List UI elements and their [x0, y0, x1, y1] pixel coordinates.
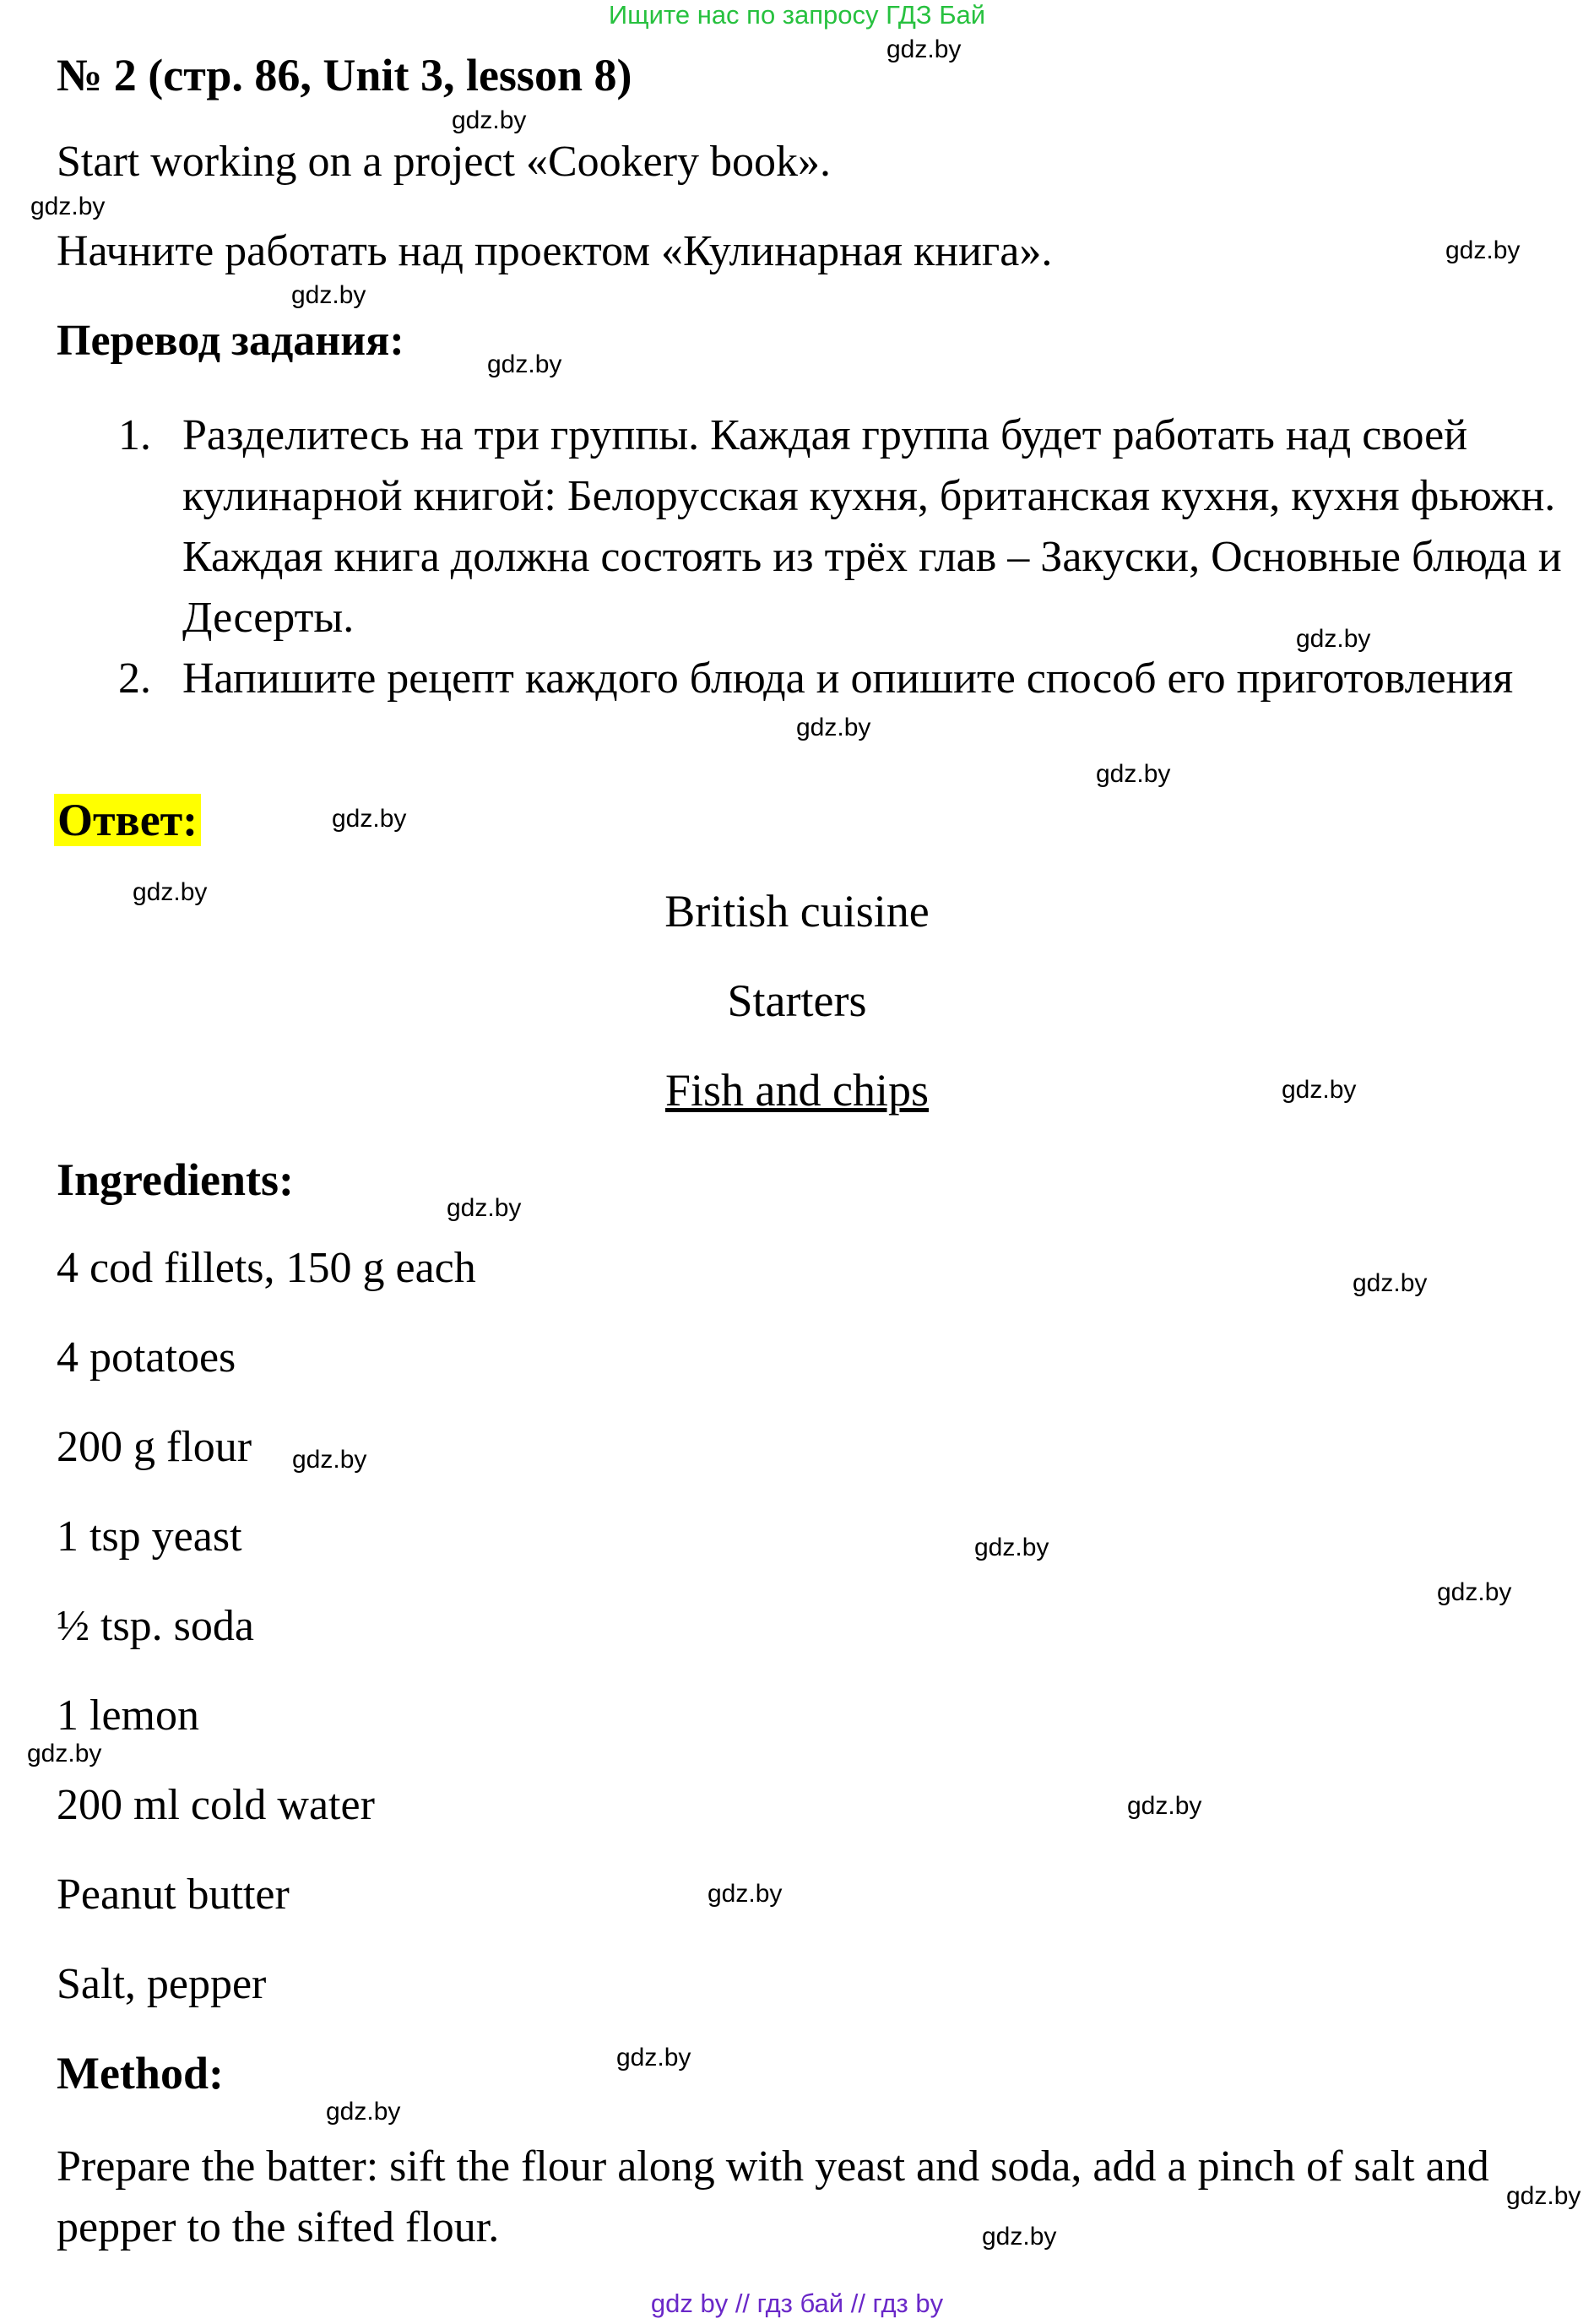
page-title: № 2 (стр. 86, Unit 3, lesson 8) [57, 50, 632, 100]
method-text: Prepare the batter: sift the flour along with yeast and soda, add a pinch of salt and pepper to the sifted flour. [57, 2142, 1489, 2251]
ingredient-item: 200 ml cold water [57, 1781, 375, 1829]
ingredient-item: 1 lemon [57, 1691, 199, 1740]
watermark: gdz.by [1282, 1076, 1357, 1104]
ingredient-item: 4 potatoes [57, 1333, 236, 1382]
list-item [118, 405, 1570, 649]
watermark: gdz.by [30, 193, 106, 220]
watermark: gdz.by [133, 878, 208, 906]
watermark: gdz.by [292, 1446, 367, 1474]
watermark: gdz.by [1445, 236, 1521, 264]
list-item-text: Напишите рецепт каждого блюда и опишите способ его приготовления [182, 654, 1514, 703]
task-russian: Начните работать над проектом «Кулинарная книга». [57, 227, 1053, 275]
watermark: gdz.by [27, 1740, 102, 1767]
top-banner[interactable]: Ищите нас по запросу ГДЗ Бай [608, 0, 986, 30]
watermark: gdz.by [1353, 1269, 1428, 1297]
translation-heading: Перевод задания: [57, 317, 404, 365]
watermark: gdz.by [886, 35, 962, 63]
watermark: gdz.by [1096, 760, 1171, 788]
list-item [118, 649, 1570, 709]
task-english: Start working on a project «Cookery book». [57, 138, 832, 186]
watermark: gdz.by [326, 2098, 401, 2126]
ingredient-item: Peanut butter [57, 1871, 290, 1919]
method-heading: Method: [57, 2048, 224, 2099]
answer-label: Ответ: [54, 794, 201, 846]
ingredient-item: ½ tsp. soda [57, 1602, 254, 1650]
list-item-number: 2. [118, 654, 151, 703]
watermark: gdz.by [982, 2223, 1057, 2251]
ingredient-item: 4 cod fillets, 150 g each [57, 1244, 476, 1292]
list-item-number: 1. [118, 411, 151, 459]
footer[interactable]: gdz by // гдз бай // гдз by [650, 2289, 944, 2318]
dish-title-text: Fish and chips [664, 1065, 929, 1116]
watermark: gdz.by [1506, 2182, 1581, 2210]
ingredient-item: Salt, pepper [57, 1960, 267, 2008]
watermark: gdz.by [487, 350, 562, 378]
watermark: gdz.by [796, 714, 871, 741]
task-list [118, 405, 1570, 709]
cuisine-heading: British cuisine [664, 886, 930, 937]
watermark: gdz.by [332, 805, 407, 833]
list-item-text: Разделитесь на три группы. Каждая группа будет работать над своей кулинарной книгой: Белорусская кухня, британская кухня, кухня фьюжн. Каждая книга должна состоять из трёх глав – Закуски, Основные блюда и Десерты. [182, 411, 1562, 642]
watermark: gdz.by [616, 2044, 691, 2072]
watermark: gdz.by [974, 1534, 1049, 1561]
watermark: gdz.by [291, 281, 366, 309]
watermark: gdz.by [1296, 625, 1371, 653]
ingredient-item: 200 g flour [57, 1423, 252, 1471]
watermark: gdz.by [1437, 1578, 1512, 1606]
chapter-heading: Starters [727, 975, 867, 1026]
watermark: gdz.by [452, 106, 527, 134]
watermark: gdz.by [708, 1880, 783, 1908]
watermark: gdz.by [447, 1194, 522, 1222]
watermark: gdz.by [1127, 1792, 1202, 1820]
ingredients-heading: Ingredients: [57, 1154, 295, 1205]
ingredient-item: 1 tsp yeast [57, 1512, 242, 1561]
